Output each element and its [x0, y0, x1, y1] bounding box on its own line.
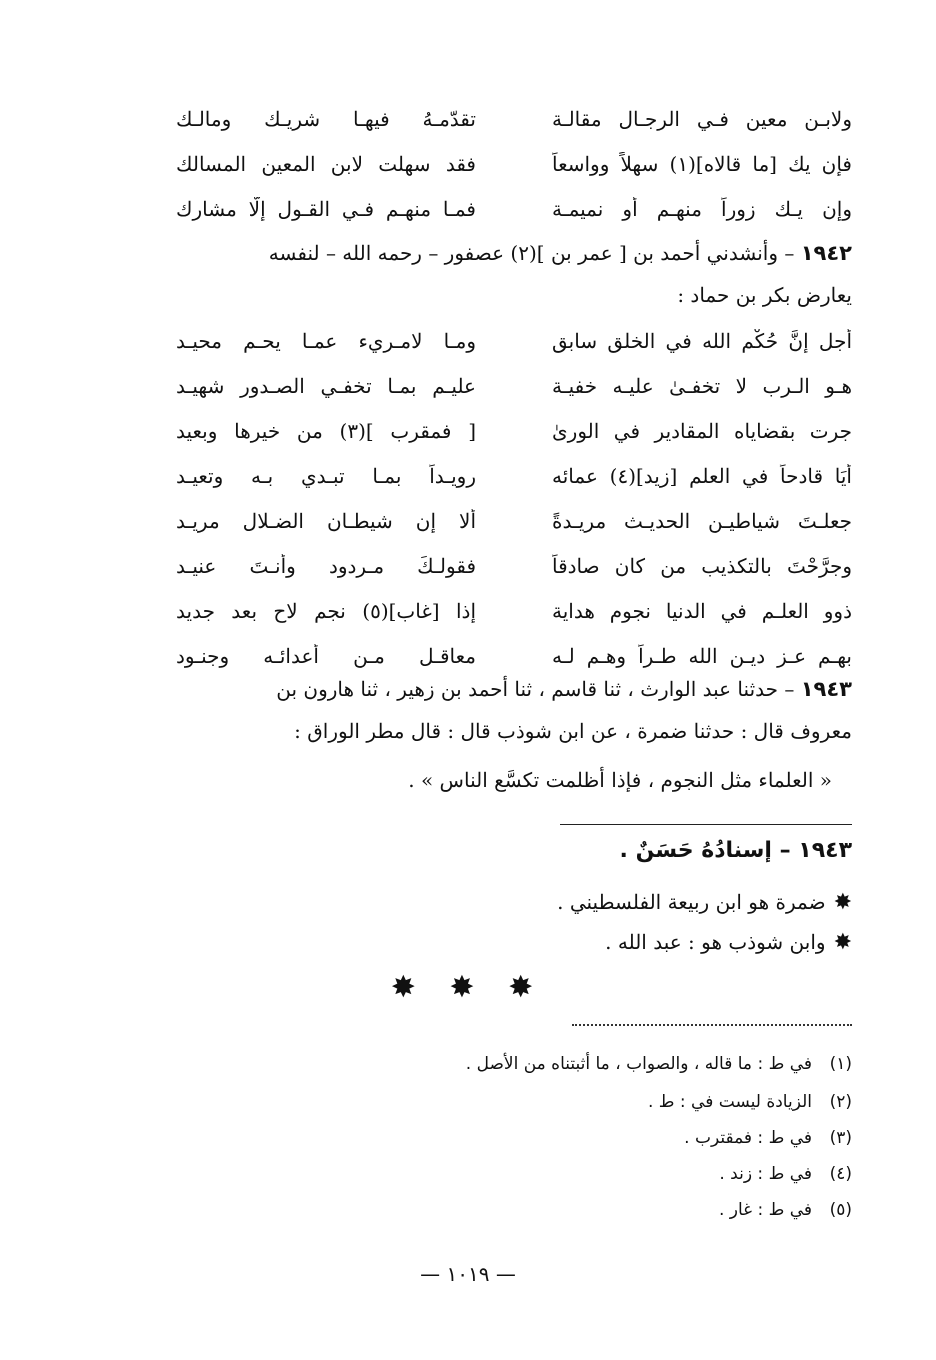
footnote-text: في ط : ما قاله ، والصواب ، ما أثبتناه من الأصل . [465, 1054, 812, 1074]
verse-line [176, 408, 852, 453]
footnote-text: في ط : زند . [719, 1164, 812, 1184]
verse-second-hemistich: فقد سهلت لابن المعين المسالك [176, 151, 476, 176]
star-bullet-icon: ✸ [833, 890, 852, 915]
entry-text: – حدثنا عبد الوارث ، ثنا قاسم ، ثنا أحمد بن زهير ، ثنا هارون بن [276, 677, 795, 701]
poem-top [176, 96, 852, 231]
quoted-saying: « العلماء مثل النجوم ، فإذا أظلمت تكسَّع الناس » . [408, 768, 832, 792]
footnote-text: في ط : فمقترب . [684, 1128, 812, 1148]
verse-second-hemistich: رويـداً بمـا تبـدي بـه وتعيـد [176, 463, 476, 488]
verse-second-hemistich: [ فمقرب ](٣) من خيرها وبعيد [176, 418, 476, 443]
entry-1942-line2: يعارض بكر بن حماد : [677, 283, 852, 307]
commentary-note [605, 930, 852, 955]
verse-first-hemistich: جرت بقضاياه المقادير في الورىٰ [552, 418, 852, 443]
footnote [684, 1128, 852, 1148]
note-text: وابن شوذب هو : عبد الله . [605, 930, 826, 954]
verse-line [176, 186, 852, 231]
footnote [719, 1164, 852, 1184]
verse-second-hemistich: إذا [غاب](٥) نجم لاح بعد جديد [176, 598, 476, 623]
verse-second-hemistich: فمـا منهـم فـي القـول إلَّا مشارك [176, 196, 476, 221]
verse-second-hemistich: معاقـل مـن أعدائـه وجنـود [176, 643, 476, 668]
note-text: ضمرة هو ابن ربيعة الفلسطيني . [557, 890, 826, 914]
star-separator-icon: ✸ ✸ ✸ [390, 970, 546, 1005]
footnote [719, 1200, 852, 1220]
verse-line [176, 588, 852, 633]
section-divider [560, 824, 852, 825]
commentary-note [557, 890, 852, 915]
poem-main [176, 318, 852, 678]
footnote-text: الزيادة ليست في : ط . [647, 1092, 812, 1112]
entry-1943-line2: معروف قال : حدثنا ضمرة ، عن ابن شوذب قال : قال مطر الوراق : [294, 719, 852, 743]
verse-first-hemistich: ولابـن معين فـي الرجـال مقالـة [552, 106, 852, 131]
entry-number: ١٩٤٢ [800, 241, 852, 265]
footnote-number: (٢) [829, 1092, 852, 1112]
verse-first-hemistich: فإن يك [ما قالاه](١) سهلاً وواسعاً [552, 151, 852, 176]
entry-1943 [162, 668, 852, 752]
star-bullet-icon: ✸ [833, 930, 852, 955]
verse-line [176, 453, 852, 498]
footnote-number: (٣) [829, 1128, 852, 1148]
verse-line [176, 498, 852, 543]
entry-text: – وأنشدني أحمد بن [ عمر بن ](٢) عصفور – رحمه الله – لنفسه [268, 241, 795, 265]
verse-first-hemistich: وإن يـك زوراً منهـم أو نميمـة [552, 196, 852, 221]
footnote [466, 1054, 852, 1074]
verse-line [176, 318, 852, 363]
footnote [648, 1092, 852, 1112]
verse-line [176, 96, 852, 141]
page-number: — ١٠١٩ — [420, 1262, 516, 1286]
footnote-number: (١) [829, 1054, 852, 1074]
verse-line [176, 363, 852, 408]
verse-first-hemistich: أيَا قادحاً في العلم [زيد](٤) عمائه [552, 463, 852, 488]
verse-first-hemistich: هـو الـرب لا تخفـىٰ عليـه خفيـة [552, 373, 852, 398]
verse-line [176, 543, 852, 588]
footnote-number: (٥) [829, 1200, 852, 1220]
verse-first-hemistich: وجرَّحْتَ بالتكذيب من كان صادقاً [552, 553, 852, 578]
entry-1942-line1 [162, 232, 852, 274]
verse-line [176, 141, 852, 186]
verse-second-hemistich: فقولـكَ مـردود وأنـتَ عنيـد [176, 553, 476, 578]
entry-number: ١٩٤٣ [800, 677, 852, 701]
commentary-title: ١٩٤٣ – إسنادُهُ حَسَنٌ . [619, 838, 852, 863]
verse-second-hemistich: ألا إن شيطـان الضـلال مريـد [176, 508, 476, 533]
verse-second-hemistich: ومـا لامـريء عمـا يحـم محيـد [176, 328, 476, 353]
verse-first-hemistich: جعلـتَ شياطيـن الحديـث مريـدةً [552, 508, 852, 533]
footnote-divider [572, 1024, 852, 1026]
footnote-text: في ط : غار . [718, 1200, 812, 1220]
verse-first-hemistich: بهـم عـز ديـن الله طـراً وهـم لـه [552, 643, 852, 668]
verse-first-hemistich: ذوو العلـم في الدنيا نجوم هداية [552, 598, 852, 623]
verse-second-hemistich: عليـم بمـا تخفـي الصـدور شهيـد [176, 373, 476, 398]
verse-second-hemistich: تقدّمـهُ فيهـا شريـك ومالـك [176, 106, 476, 131]
entry-1942 [162, 232, 852, 316]
verse-first-hemistich: أجل إنَّ حُكْم الله في الخلق سابق [552, 328, 852, 353]
entry-1943-line1 [162, 668, 852, 710]
footnote-number: (٤) [829, 1164, 852, 1184]
